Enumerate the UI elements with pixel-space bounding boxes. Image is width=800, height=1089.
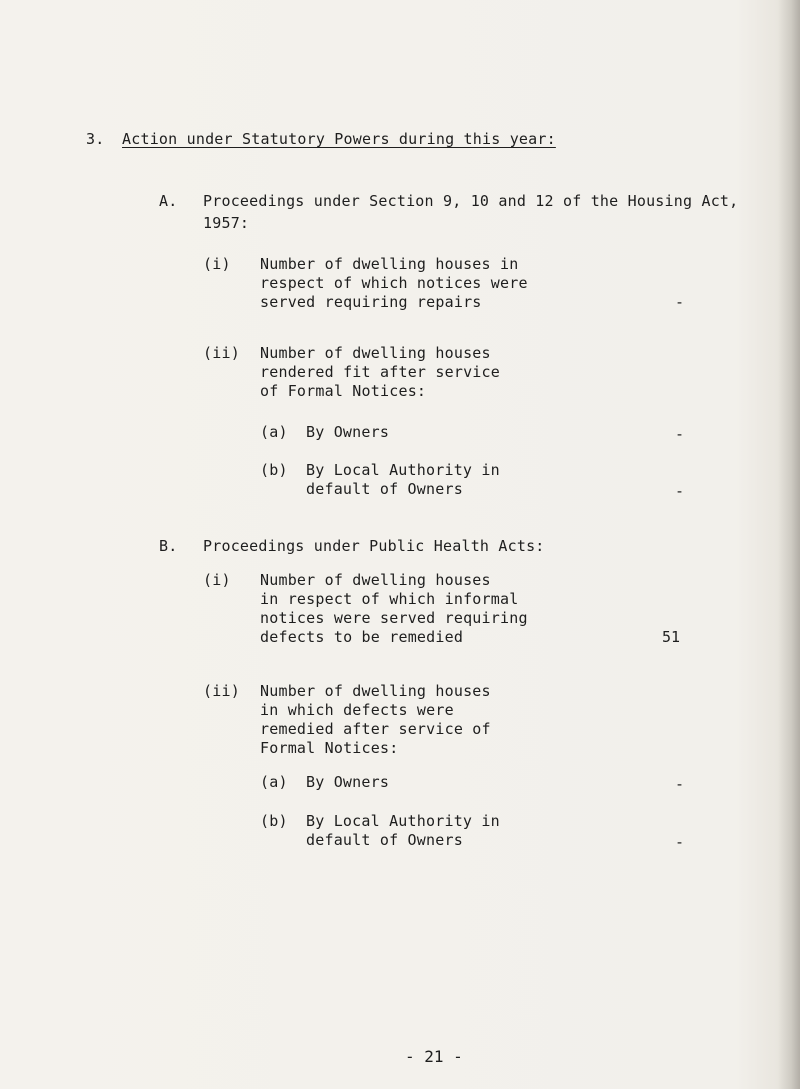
part-a-ii-a-text: By Owners: [306, 423, 390, 441]
part-a-i-line1: Number of dwelling houses in: [260, 255, 519, 273]
part-a-ii-line2: rendered fit after service: [260, 363, 500, 381]
part-b-i-line4: defects to be remedied: [260, 628, 464, 646]
part-a-title-line2: 1957:: [203, 214, 250, 232]
part-a-letter: A.: [159, 192, 178, 210]
part-a-ii-line1: Number of dwelling houses: [260, 344, 491, 362]
part-a-title-line1: Proceedings under Section 9, 10 and 12 of the Housing Act,: [203, 192, 739, 210]
part-b-letter: B.: [159, 537, 178, 555]
part-b-i-line3: notices were served requiring: [260, 609, 528, 627]
part-b-ii-b-value: -: [675, 833, 685, 851]
part-b-ii-a-marker: (a): [260, 773, 288, 791]
part-a-ii-a-marker: (a): [260, 423, 288, 441]
page-number: - 21 -: [405, 1047, 463, 1066]
part-b-i-marker: (i): [203, 571, 231, 589]
part-b-title: Proceedings under Public Health Acts:: [203, 537, 545, 555]
part-b-ii-line4: Formal Notices:: [260, 739, 399, 757]
part-b-i-line2: in respect of which informal: [260, 590, 519, 608]
part-a-i-line3: served requiring repairs: [260, 293, 482, 311]
part-a-i-line2: respect of which notices were: [260, 274, 528, 292]
part-a-ii-line3: of Formal Notices:: [260, 382, 427, 400]
section-heading: Action under Statutory Powers during this year:: [122, 130, 556, 148]
part-a-i-value: -: [675, 293, 685, 311]
part-b-ii-line3: remedied after service of: [260, 720, 491, 738]
part-b-ii-b-marker: (b): [260, 812, 288, 830]
part-b-ii-line2: in which defects were: [260, 701, 454, 719]
part-b-ii-b-line2: default of Owners: [306, 831, 463, 849]
part-b-ii-a-text: By Owners: [306, 773, 390, 791]
section-number: 3.: [86, 130, 105, 148]
part-a-ii-a-value: -: [675, 425, 685, 443]
part-b-ii-b-line1: By Local Authority in: [306, 812, 500, 830]
part-a-ii-b-line1: By Local Authority in: [306, 461, 500, 479]
part-b-ii-a-value: -: [675, 775, 685, 793]
part-a-i-marker: (i): [203, 255, 231, 273]
part-a-ii-b-line2: default of Owners: [306, 480, 463, 498]
part-a-ii-b-marker: (b): [260, 461, 288, 479]
part-b-ii-marker: (ii): [203, 682, 240, 700]
part-b-i-line1: Number of dwelling houses: [260, 571, 491, 589]
page-edge-shadow: [778, 0, 800, 1089]
part-b-i-value: 51: [662, 628, 681, 646]
part-b-ii-line1: Number of dwelling houses: [260, 682, 491, 700]
part-a-ii-marker: (ii): [203, 344, 240, 362]
part-a-ii-b-value: -: [675, 482, 685, 500]
